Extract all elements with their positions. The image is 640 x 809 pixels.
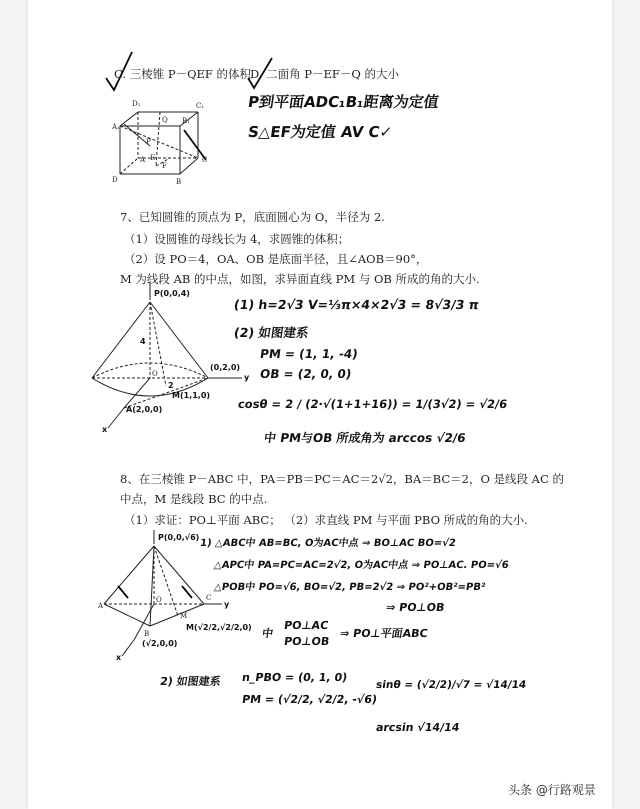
q7-hw-cos: cosθ = 2 / (2·√(1+1+16)) = 1/(3√2) = √2/6 bbox=[237, 397, 509, 411]
q8-hw-normal: n_PBO = (0, 1, 0) bbox=[241, 671, 349, 684]
exam-page bbox=[28, 0, 612, 809]
q7-hw-answer: 中 PM与OB 所成角为 arccos √2/6 bbox=[263, 431, 467, 445]
q8-hw-line1: 1) △ABC中 AB=BC, O为AC中点 ⇒ BO⊥AC BO=√2 bbox=[199, 538, 457, 549]
cube-label-p: P bbox=[146, 138, 151, 146]
cube-label-d1: D₁ bbox=[132, 100, 141, 108]
pyramid-label-b-coord: (√2,0,0) bbox=[142, 639, 178, 648]
q7-hw-pm: PM = (1, 1, -4) bbox=[259, 347, 359, 361]
cube-label-e: E bbox=[150, 154, 156, 162]
cube-label-d: D bbox=[112, 176, 118, 184]
cube-label-f: F bbox=[162, 162, 167, 170]
q7-hw-ob: OB = (2, 0, 0) bbox=[259, 367, 353, 381]
pyramid-label-a: A bbox=[98, 602, 104, 610]
pyramid-label-c: C bbox=[206, 594, 212, 602]
cube-label-b: B bbox=[176, 178, 182, 186]
q7-hw-sol1: (1) h=2√3 V=⅓π×4×2√3 = 8√3/3 π bbox=[232, 297, 480, 312]
q8-stem-continued: 中点，M 是线段 BC 的中点. bbox=[120, 492, 268, 506]
q8-hw-po-ob: PO⊥OB bbox=[283, 635, 331, 648]
cube-label-a1: A₁ bbox=[112, 123, 120, 131]
pyramid-label-y: y bbox=[224, 600, 230, 609]
q7-part2-continued: M 为线段 AB 的中点，如图，求异面直线 PM 与 OB 所成的角的大小. bbox=[120, 272, 480, 286]
q7-part2: （2）设 PO＝4，OA、OB 是底面半径，且∠AOB＝90°， bbox=[124, 252, 428, 266]
cone-label-four: 4 bbox=[140, 337, 146, 346]
q8-hw-line2: △APC中 PA=PC=AC=2√2, O为AC中点 ⇒ PO⊥AC. PO=√6 bbox=[213, 560, 510, 571]
cone-label-x: x bbox=[102, 425, 108, 434]
q8-hw-setup: 2) 如图建系 bbox=[159, 675, 222, 688]
pyramid-label-m-coord: M(√2/2,√2/2,0) bbox=[186, 623, 252, 632]
cone-label-o: O bbox=[152, 370, 158, 378]
q7-stem: 7、已知圆锥的顶点为 P，底面圆心为 O，半径为 2. bbox=[120, 210, 385, 224]
q6-option-c: C. 三棱锥 P－QEF 的体积 bbox=[114, 67, 252, 81]
cone-label-p: P(0,0,4) bbox=[154, 289, 190, 298]
q8-hw-answer: arcsin √14/14 bbox=[375, 721, 461, 734]
cone-label-two: 2 bbox=[168, 381, 174, 390]
q8-hw-line3: △POB中 PO=√6, BO=√2, PB=2√2 ⇒ PO²+OB²=PB² bbox=[213, 582, 486, 593]
pyramid-label-x: x bbox=[116, 653, 122, 662]
pyramid-label-o: O bbox=[156, 596, 162, 604]
pyramid-label-b: B bbox=[144, 630, 150, 638]
cube-label-c1: C₁ bbox=[196, 102, 205, 110]
cone-label-b: (0,2,0) bbox=[210, 363, 241, 372]
q7-part1: （1）设圆锥的母线长为 4，求圆锥的体积； bbox=[124, 232, 350, 246]
q8-hw-conclusion: ⇒ PO⊥平面ABC bbox=[339, 627, 429, 640]
q8-hw-prefix: 中 bbox=[261, 627, 274, 640]
cube-label-c: C bbox=[202, 156, 208, 164]
q7-hw-sol2: (2) 如图建系 bbox=[232, 325, 310, 340]
q6-option-d: D. 二面角 P－EF－Q 的大小 bbox=[250, 67, 399, 81]
q8-hw-sin: sinθ = (√2/2)/√7 = √14/14 bbox=[375, 679, 527, 691]
cone-label-a: A(2,0,0) bbox=[126, 405, 163, 414]
cube-label-b1: B₁ bbox=[182, 117, 190, 125]
cone-label-y: y bbox=[244, 373, 250, 382]
q8-stem: 8、在三棱锥 P－ABC 中，PA＝PB＝PC＝AC＝2√2，BA＝BC＝2，O 是线段 AC 的 bbox=[120, 472, 564, 486]
q8-parts: （1）求证：PO⊥平面 ABC； （2）求直线 PM 与平面 PBO 所成的角的大小. bbox=[124, 513, 528, 527]
q6-handwritten-note-1: P到平面ADC₁B₁距离为定值 bbox=[246, 93, 440, 111]
cube-label-a: A bbox=[140, 156, 146, 164]
q6-handwritten-note-2: S△EF为定值 AV C✓ bbox=[246, 123, 394, 141]
q8-hw-po-ac: PO⊥AC bbox=[283, 619, 330, 632]
watermark: 头条 @行路观景 bbox=[508, 783, 596, 797]
cube-label-q: Q bbox=[162, 116, 168, 124]
pyramid-label-p: P(0,0,√6) bbox=[158, 533, 200, 542]
cone-label-m: M(1,1,0) bbox=[172, 391, 211, 400]
q6-cube-figure bbox=[110, 96, 210, 192]
q8-hw-line4: ⇒ PO⊥OB bbox=[385, 601, 446, 614]
pyramid-label-m: M bbox=[180, 612, 188, 620]
q8-hw-pm: PM = (√2/2, √2/2, -√6) bbox=[241, 693, 378, 706]
q7-cone-figure bbox=[80, 282, 250, 432]
